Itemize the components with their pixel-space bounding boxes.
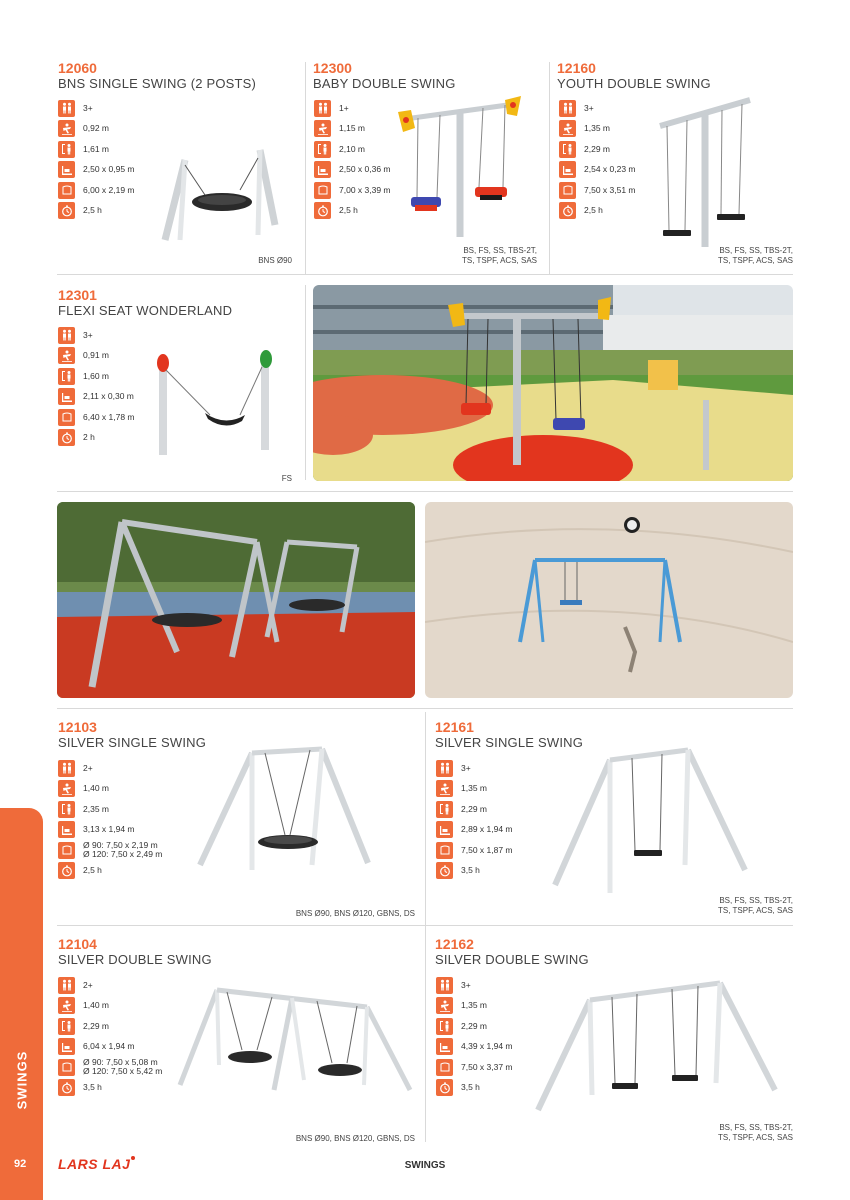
dimensions-icon	[314, 161, 331, 178]
product-illustration-12161	[550, 745, 750, 895]
spec-dimensions: 2,54 x 0,23 m	[559, 160, 636, 181]
spec-installation-time: 3,5 h	[58, 1078, 162, 1099]
product-name: SILVER SINGLE SWING	[435, 735, 584, 750]
spec-fall-height: 1,35 m	[559, 119, 636, 140]
spec-installation-time: 2,5 h	[559, 201, 636, 222]
product-code: 12103	[58, 719, 97, 735]
accessory-note: BS, FS, SS, TBS-2T, TS, TSPF, ACS, SAS	[718, 896, 793, 915]
fall-height-icon	[58, 347, 75, 364]
age-icon	[314, 100, 331, 117]
spec-dimensions: 2,89 x 1,94 m	[436, 820, 513, 841]
spec-safety-area: Ø 90: 7,50 x 2,19 m Ø 120: 7,50 x 2,49 m	[58, 840, 162, 861]
height-icon	[314, 141, 331, 158]
height-icon	[58, 801, 75, 818]
photo-aerial-sand-swing	[425, 502, 793, 698]
spec-list	[58, 975, 162, 1098]
spec-age: 2+	[58, 758, 162, 779]
installation-time-icon	[58, 202, 75, 219]
spec-age: 3+	[436, 975, 513, 996]
product-12104	[58, 936, 212, 967]
installation-time-icon	[58, 862, 75, 879]
spec-age: 3+	[58, 325, 135, 346]
photo-silver-swings	[57, 502, 415, 698]
safety-area-icon	[58, 1059, 75, 1076]
spec-height: 2,29 m	[559, 139, 636, 160]
product-illustration-12301	[150, 345, 280, 460]
spec-safety-area: 7,00 x 3,39 m	[314, 180, 391, 201]
product-12301	[58, 287, 232, 318]
installation-time-icon	[559, 202, 576, 219]
spec-safety-area: 6,40 x 1,78 m	[58, 407, 135, 428]
spec-fall-height: 1,15 m	[314, 119, 391, 140]
fall-height-icon	[58, 780, 75, 797]
spec-age: 2+	[58, 975, 162, 996]
age-icon	[436, 760, 453, 777]
spec-list	[314, 98, 391, 221]
spec-height: 2,29 m	[58, 1016, 162, 1037]
age-icon	[58, 977, 75, 994]
installation-time-icon	[58, 429, 75, 446]
product-name: SILVER DOUBLE SWING	[58, 952, 212, 967]
page-number: 92	[14, 1158, 27, 1170]
spec-installation-time: 2,5 h	[58, 861, 162, 882]
product-illustration-12300	[395, 92, 530, 242]
product-12300	[313, 60, 456, 91]
age-icon	[436, 977, 453, 994]
spec-height: 2,10 m	[314, 139, 391, 160]
installation-time-icon	[436, 1079, 453, 1096]
dimensions-icon	[58, 388, 75, 405]
product-name: FLEXI SEAT WONDERLAND	[58, 303, 233, 318]
spec-list	[436, 758, 513, 881]
product-illustration-12060	[150, 140, 290, 250]
section-side-tab	[0, 808, 43, 1200]
accessory-note: BNS Ø90, BNS Ø120, GBNS, DS	[295, 909, 415, 918]
product-code: 12104	[58, 936, 97, 952]
safety-area-icon	[436, 1059, 453, 1076]
spec-safety-area: 6,00 x 2,19 m	[58, 180, 135, 201]
height-icon	[559, 141, 576, 158]
spec-age: 3+	[436, 758, 513, 779]
product-12160	[557, 60, 711, 91]
product-illustration-12103	[190, 745, 375, 875]
spec-installation-time: 2,5 h	[314, 201, 391, 222]
divider	[57, 491, 793, 492]
product-code: 12160	[557, 60, 596, 76]
spec-installation-time: 3,5 h	[436, 861, 513, 882]
age-icon	[58, 327, 75, 344]
dimensions-icon	[559, 161, 576, 178]
product-name: SILVER SINGLE SWING	[58, 735, 207, 750]
spec-list	[559, 98, 636, 221]
dimensions-icon	[436, 821, 453, 838]
fall-height-icon	[436, 780, 453, 797]
product-code: 12060	[58, 60, 97, 76]
spec-height: 1,61 m	[58, 139, 135, 160]
fall-height-icon	[58, 997, 75, 1014]
footer-section-title: SWINGS	[404, 1160, 446, 1171]
spec-installation-time: 3,5 h	[436, 1078, 513, 1099]
spec-safety-area: 7,50 x 3,51 m	[559, 180, 636, 201]
dimensions-icon	[436, 1038, 453, 1055]
spec-installation-time: 2,5 h	[58, 201, 135, 222]
product-code: 12162	[435, 936, 474, 952]
height-icon	[436, 1018, 453, 1035]
spec-dimensions: 2,50 x 0,36 m	[314, 160, 391, 181]
height-icon	[58, 368, 75, 385]
fall-height-icon	[314, 120, 331, 137]
spec-height: 2,29 m	[436, 1016, 513, 1037]
safety-area-icon	[58, 182, 75, 199]
spec-height: 1,60 m	[58, 366, 135, 387]
brand-logo: LARS LAJ	[58, 1156, 135, 1172]
divider	[425, 712, 426, 1142]
spec-age: 1+	[314, 98, 391, 119]
product-name: BNS SINGLE SWING (2 POSTS)	[58, 76, 257, 91]
spec-age: 3+	[58, 98, 135, 119]
dimensions-icon	[58, 161, 75, 178]
spec-fall-height: 1,40 m	[58, 996, 162, 1017]
height-icon	[58, 1018, 75, 1035]
spec-list	[58, 325, 135, 448]
product-name: YOUTH DOUBLE SWING	[557, 76, 711, 91]
safety-area-icon	[314, 182, 331, 199]
safety-area-icon	[58, 409, 75, 426]
divider	[57, 274, 793, 275]
spec-dimensions: 4,39 x 1,94 m	[436, 1037, 513, 1058]
section-label: SWINGS	[14, 1050, 29, 1110]
installation-time-icon	[436, 862, 453, 879]
product-name: BABY DOUBLE SWING	[313, 76, 456, 91]
accessory-note: FS	[281, 474, 292, 483]
installation-time-icon	[314, 202, 331, 219]
spec-fall-height: 1,40 m	[58, 779, 162, 800]
spec-list	[58, 758, 162, 881]
age-icon	[559, 100, 576, 117]
accessory-note: BNS Ø90	[258, 256, 292, 265]
spec-age: 3+	[559, 98, 636, 119]
product-code: 12300	[313, 60, 352, 76]
spec-safety-area: Ø 90: 7,50 x 5,08 m Ø 120: 7,50 x 5,42 m	[58, 1057, 162, 1078]
safety-area-icon	[58, 842, 75, 859]
height-icon	[436, 801, 453, 818]
spec-installation-time: 2 h	[58, 428, 135, 449]
fall-height-icon	[436, 997, 453, 1014]
height-icon	[58, 141, 75, 158]
spec-dimensions: 6,04 x 1,94 m	[58, 1037, 162, 1058]
spec-dimensions: 2,50 x 0,95 m	[58, 160, 135, 181]
product-illustration-12162	[530, 975, 780, 1115]
fall-height-icon	[559, 120, 576, 137]
divider	[305, 62, 306, 274]
product-12060	[58, 60, 256, 91]
divider	[549, 62, 550, 274]
age-icon	[58, 100, 75, 117]
divider	[57, 708, 793, 709]
spec-fall-height: 0,92 m	[58, 119, 135, 140]
product-code: 12161	[435, 719, 474, 735]
age-icon	[58, 760, 75, 777]
product-illustration-12104	[172, 985, 417, 1095]
spec-safety-area: 7,50 x 3,37 m	[436, 1057, 513, 1078]
installation-time-icon	[58, 1079, 75, 1096]
product-code: 12301	[58, 287, 97, 303]
accessory-note: BNS Ø90, BNS Ø120, GBNS, DS	[295, 1134, 415, 1143]
safety-area-icon	[436, 842, 453, 859]
dimensions-icon	[58, 821, 75, 838]
accessory-note: BS, FS, SS, TBS-2T, TS, TSPF, ACS, SAS	[718, 246, 793, 265]
accessory-note: BS, FS, SS, TBS-2T, TS, TSPF, ACS, SAS	[462, 246, 537, 265]
fall-height-icon	[58, 120, 75, 137]
spec-safety-area: 7,50 x 1,87 m	[436, 840, 513, 861]
safety-area-icon	[559, 182, 576, 199]
spec-list	[436, 975, 513, 1098]
spec-fall-height: 1,35 m	[436, 779, 513, 800]
spec-dimensions: 2,11 x 0,30 m	[58, 387, 135, 408]
spec-list	[58, 98, 135, 221]
product-name: SILVER DOUBLE SWING	[435, 952, 589, 967]
product-12103	[58, 719, 206, 750]
spec-fall-height: 1,35 m	[436, 996, 513, 1017]
product-12162	[435, 936, 589, 967]
spec-dimensions: 3,13 x 1,94 m	[58, 820, 162, 841]
dimensions-icon	[58, 1038, 75, 1055]
divider	[305, 285, 306, 480]
accessory-note: BS, FS, SS, TBS-2T, TS, TSPF, ACS, SAS	[718, 1123, 793, 1142]
spec-height: 2,29 m	[436, 799, 513, 820]
spec-fall-height: 0,91 m	[58, 346, 135, 367]
product-illustration-12160	[655, 92, 755, 252]
spec-height: 2,35 m	[58, 799, 162, 820]
photo-playground-baby-swing	[313, 285, 793, 481]
